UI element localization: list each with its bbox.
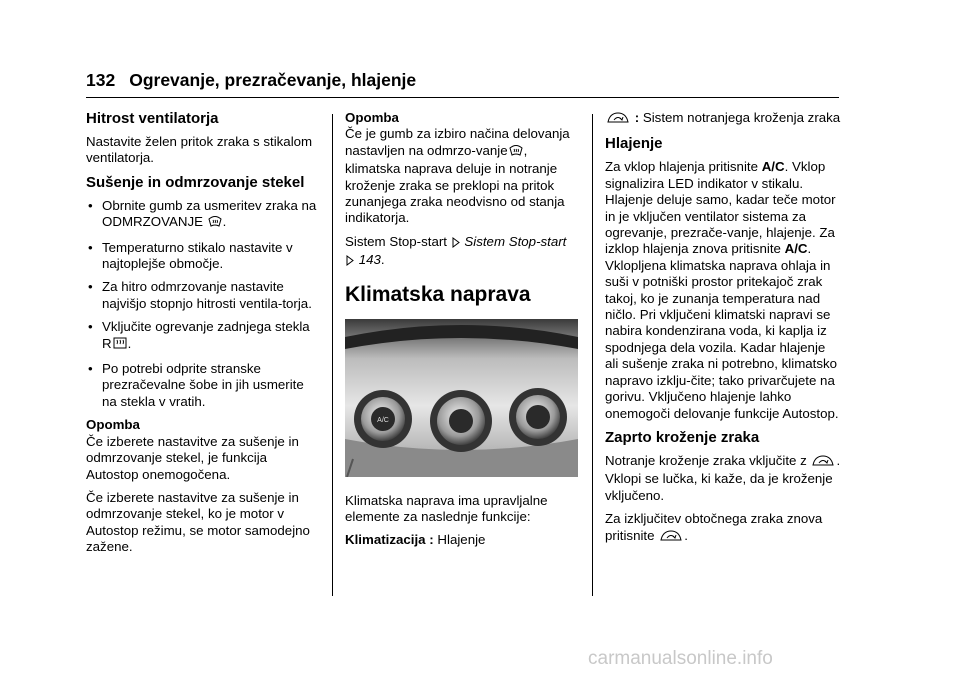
page-header: [86, 70, 416, 91]
page-number: 132: [86, 70, 116, 90]
cross-reference: Sistem Stop-start Sistem Stop-start 143.: [345, 234, 579, 271]
recirculation-icon: [811, 455, 835, 471]
chapter-title: Ogrevanje, prezračevanje, hlajenje: [129, 70, 417, 90]
heading-closed-recirculation: Zaprto kroženje zraka: [605, 428, 760, 446]
page-reference-icon: [452, 236, 460, 252]
rear-defrost-icon: [113, 337, 127, 354]
paragraph-recirc-off: Za izključitev obtočnega zraka znova pritisnite .: [605, 511, 841, 546]
note-paragraph: Če izberete nastavitve za sušenje in odmrzovanje stekel, je funkcija Autostop onemogočena.: [86, 433, 299, 482]
defrost-icon: [509, 144, 523, 161]
recirculation-icon: [659, 530, 683, 546]
column-3: [605, 110, 841, 553]
list-item: • Po potrebi odprite stranske prezračevalne šobe in jih usmerite na stekla v vratih.: [88, 361, 304, 409]
paragraph-recirc-on: Notranje kroženje zraka vključite z . Vklopi se lučka, ki kaže, da je kroženje vključeno.: [605, 452, 841, 503]
column-divider-2: [592, 114, 593, 596]
list-item: • Vključite ogrevanje zadnjega stekla R .: [86, 319, 322, 354]
note-label: Opomba: [86, 417, 140, 433]
cross-reference-link[interactable]: Sistem Stop-start: [464, 233, 567, 249]
column-divider-1: [332, 114, 333, 596]
heading-defrost: Sušenje in odmrzovanje stekel: [86, 173, 305, 191]
recirculation-icon: [606, 112, 630, 128]
column-1: [86, 110, 322, 563]
defrost-icon: [208, 215, 222, 232]
definition: : Sistem notranjega kroženja zraka: [605, 110, 841, 128]
page-reference-number[interactable]: 143: [358, 252, 381, 268]
heading-cooling: Hlajenje: [605, 135, 663, 153]
watermark: carmanualsonline.info: [588, 648, 773, 669]
definition: Klimatizacija : Hlajenje: [345, 532, 486, 548]
heading-air-conditioning: Klimatska naprava: [345, 282, 531, 306]
column-2: [345, 110, 579, 556]
note-paragraph: Če je gumb za izbiro načina delovanja nastavljen na odmrzo-vanje , klimatska naprava deluje in notranje kroženje zraka se preklopi na pritok zunanjega zraka neodvisno od stanja indikatorja.: [345, 126, 570, 226]
heading-fan-speed: Hitrost ventilatorja: [86, 110, 219, 127]
paragraph-fan: Nastavite želen pritok zraka s stikalom ventilatorja.: [86, 134, 313, 166]
paragraph-cooling: Za vklop hlajenja pritisnite A/C. Vklop signalizira LED indikator v stikalu. Hlajenje deluje samo, kadar teče motor in je vključen ventilator sistema za ogrevanje, prezrače-vanje, hlajenje. Za izklop hlajenja znova pritisnite A/C. Vklopljena klimatska naprava ohlaja in suši v potniški prostor pritekajoč zrak takoj, ko je zunanja temperatura nad ničlo. Pri vključeni klimatski napravi se nabira kondenzirana voda, ki kaplja iz spodnjega dela vozila. Kadar hlajenje ali sušenje zraka ni potrebno, klimatsko napravo izklju-čite; tako privarčujete na gorivu. Vključeno hlajenje lahko onemogoči delovanje funkcije Autostop.: [605, 159, 839, 421]
ac-button-label: A/C: [377, 416, 389, 424]
list-item: • Za hitro odmrzovanje nastavite najvišjo stopnjo hitrosti ventila-torja.: [88, 279, 312, 311]
list-item: • Temperaturno stikalo nastavite v najtoplejše območje.: [88, 239, 293, 272]
list-item: • Obrnite gumb za usmeritev zraka na ODMRZOVANJE .: [86, 198, 322, 233]
note-paragraph: Če izberete nastavitve za sušenje in odmrzovanje stekel, ko je motor v Autostop režimu, se motor samodejno zažene.: [86, 489, 310, 555]
header-rule: [86, 97, 839, 98]
climate-control-photo: [345, 319, 578, 477]
paragraph-ac: Klimatska naprava ima upravljalne elemente za naslednje funkcije:: [345, 492, 548, 525]
note-label: Opomba: [345, 110, 399, 125]
page-reference-icon: [346, 254, 354, 270]
